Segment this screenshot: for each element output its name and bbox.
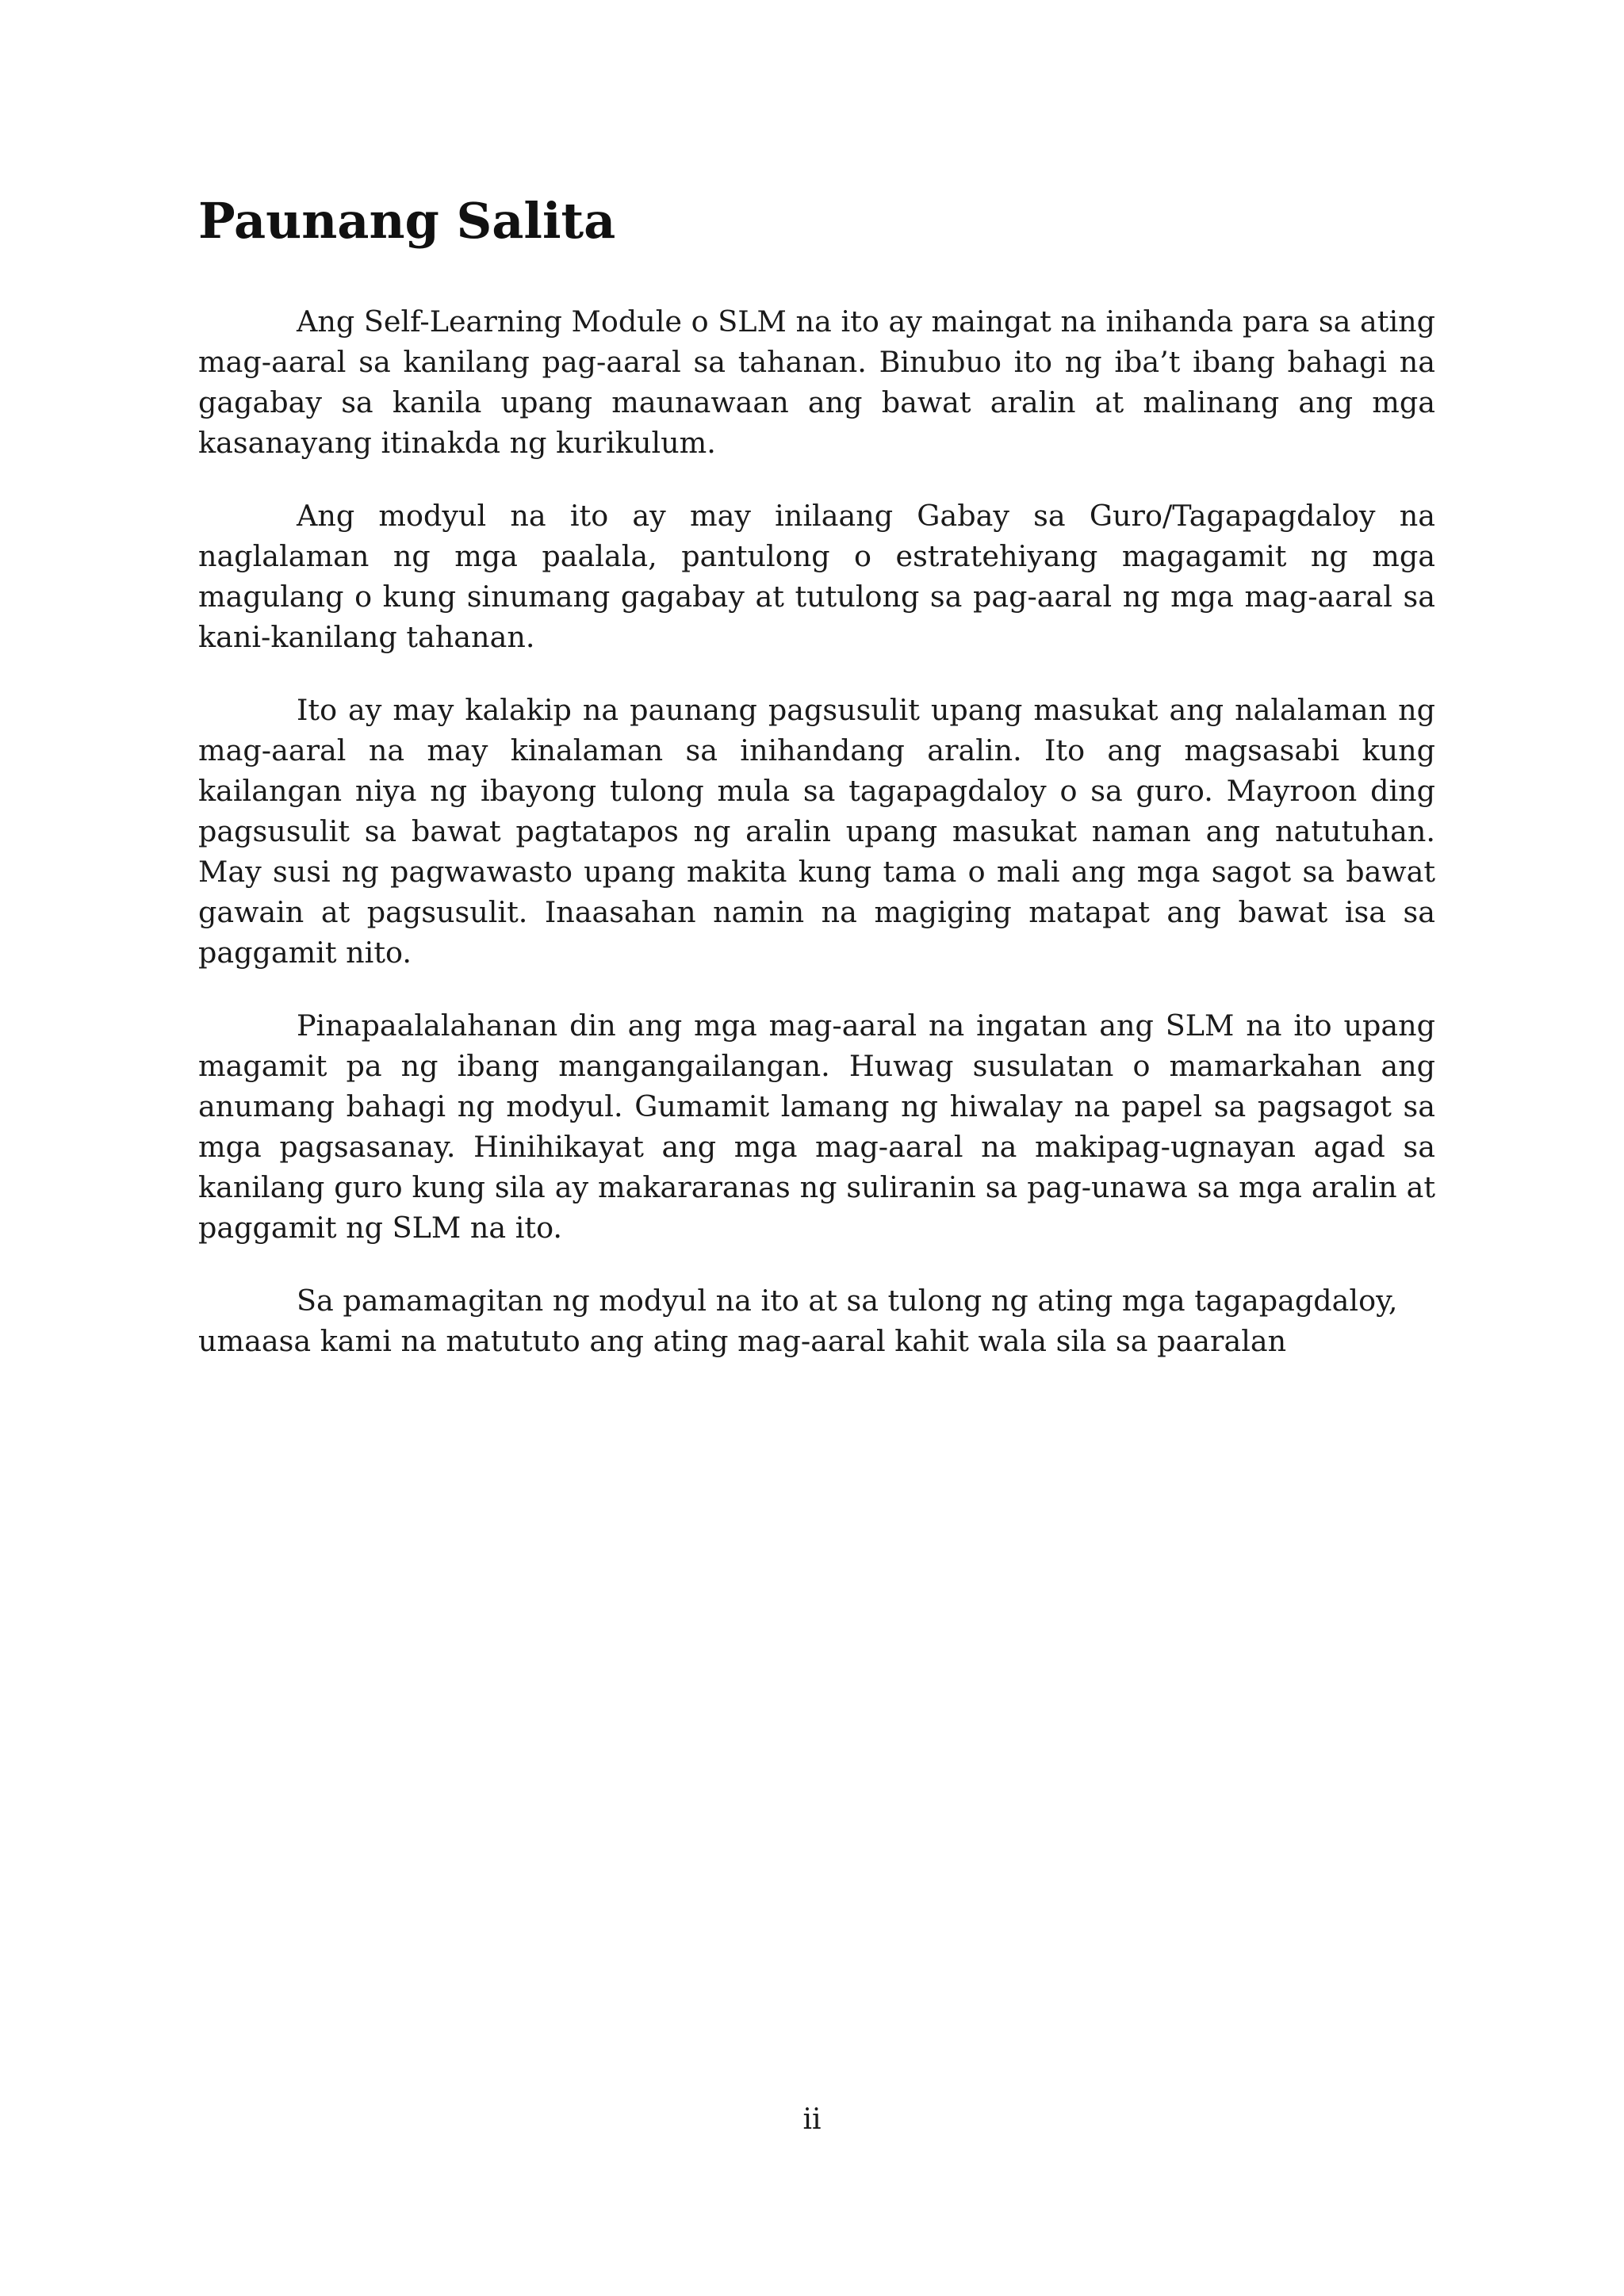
paragraph-1: Ang Self-Learning Module o SLM na ito ay maingat na inihanda para sa ating mag-aaral sa kanilang pag-aaral sa tahanan. Binubuo ito ng iba’t ibang bahagi na gagabay sa kanila upang maunawaan ang bawat aralin at malinang ang mga kasanayang itinakda ng kurikulum. xyxy=(198,304,1435,460)
paragraph-3: Ito ay may kalakip na paunang pagsusulit upang masukat ang nalalaman ng mag-aaral na may kinalaman sa inihandang aralin. Ito ang magsasabi kung kailangan niya ng ibayong tulong mula sa tagapagdaloy o sa guro. Mayroon ding pagsusulit sa bawat pagtatapos ng aralin upang masukat naman ang natutuhan. May susi ng pagwawasto upang makita kung tama o mali ang mga sagot sa bawat gawain at pagsusulit. Inaasahan namin na magiging matapat ang bawat isa sa paggamit nito. xyxy=(198,693,1435,970)
page-number: ii xyxy=(802,2103,822,2136)
document-body xyxy=(198,301,1435,1394)
paragraph-5: Sa pamamagitan ng modyul na ito at sa tulong ng ating mga tagapagdaloy, umaasa kami na matututo ang ating mag-aaral kahit wala sila sa paaralan xyxy=(198,1284,1398,1358)
paragraph-2: Ang modyul na ito ay may inilaang Gabay sa Guro/Tagapagdaloy na naglalaman ng mga paalala, pantulong o estratehiyang magagamit ng mga magulang o kung sinumang gagabay at tutulong sa pag-aaral ng mga mag-aaral sa kani-kanilang tahanan. xyxy=(198,499,1435,654)
paragraph-4: Pinapaalalahanan din ang mga mag-aaral na ingatan ang SLM na ito upang magamit pa ng ibang mangangailangan. Huwag susulatan o mamarkahan ang anumang bahagi ng modyul. Gumamit lamang ng hiwalay na papel sa pagsagot sa mga pagsasanay. Hinihikayat ang mga mag-aaral na makipag-ugnayan agad sa kanilang guro kung sila ay makararanas ng suliranin sa pag-unawa sa mga aralin at paggamit ng SLM na ito. xyxy=(198,1008,1435,1245)
page-title: Paunang Salita xyxy=(198,192,616,250)
